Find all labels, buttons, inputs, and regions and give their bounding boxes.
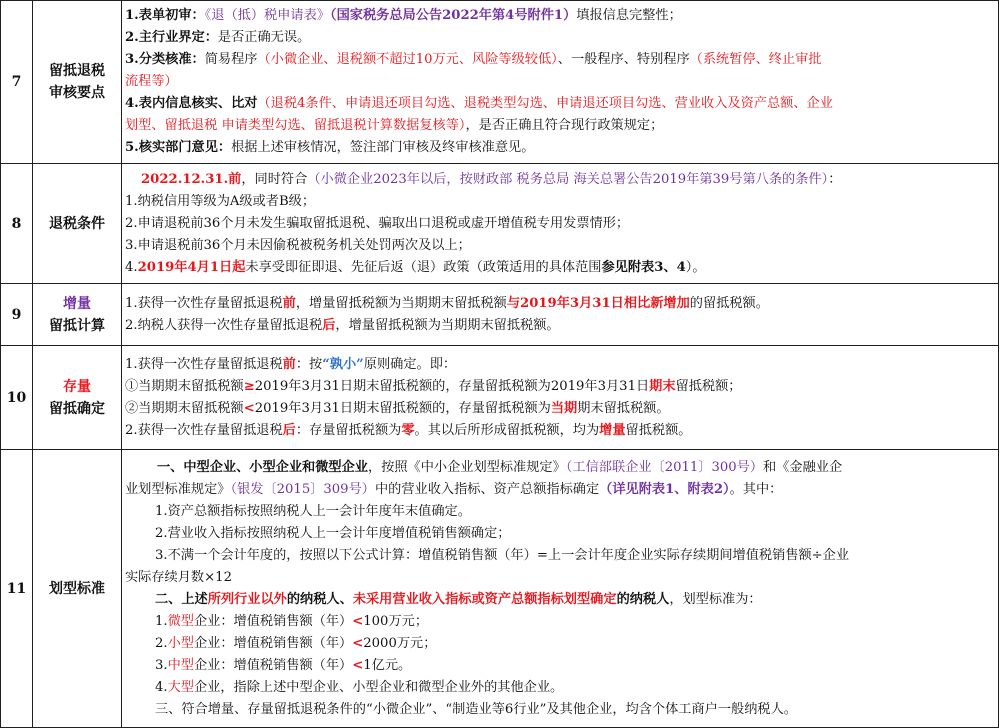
row-content [122,346,999,450]
row-title [33,1,122,164]
content-line: 3.分类核准：简易程序（小微企业、退税额不超过10万元、风险等级较低）、一般程序、特别程序（系统暂停、终止审批 [125,52,822,67]
content-line: 3.中型企业：增值税销售额（年）<1亿元。 [155,657,412,673]
content-line: 2.获得一次性存量留抵退税后：存量留抵税额为零。其以后所形成留抵税额，均为增量留抵税额。 [125,422,692,438]
table-row [1,284,999,346]
row-title-line: 增量 [63,295,91,312]
content-line: 1.表单初审：《退（抵）税申请表》（国家税务总局公告2022年第4号附件1）填报信息完整性； [125,8,682,23]
table-row [1,450,999,728]
table-row [1,1,999,164]
row-content [122,164,999,284]
content-line: 2022.12.31.前，同时符合（小微企业2023年以后，按财政部 税务总局 海关总署公告2019年第39号第八条的条件）： [141,171,842,187]
content-line: 2.小型企业：增值税销售额（年）<2000万元； [155,635,437,651]
row-number: 7 [1,1,33,164]
row-number: 8 [1,164,33,284]
content-line: 业划型标准规定》（银发〔2015〕309号）中的营业收入指标、资产总额指标确定（详见附表1、附表2）。其中： [125,481,783,497]
row-number: 11 [1,450,33,728]
content-line: 5.核实部门意见：根据上述审核情况，签注部门审核及终审核准意见。 [125,140,535,155]
content-line: 1.获得一次性存量留抵退税前：按“孰小”原则确定。即： [125,356,457,372]
row-title-line: 留抵计算 [49,317,105,334]
content-line: 3.不满一个会计年度的，按照以下公式计算：增值税销售额（年）=上一会计年度企业实际存续期间增值税销售额÷企业 [155,547,850,563]
content-line: 1.纳税信用等级为A级或者B级； [125,193,316,209]
row-content [122,1,999,164]
content-line: ②当期期末留抵税额<2019年3月31日期末留抵税额的，存量留抵税额为当期期末留抵税额。 [125,400,670,416]
content-line: 三、符合增量、存量留抵退税条件的“小微企业”、“制造业等6行业”及其他企业，均含个体工商户一般纳税人。 [155,701,797,717]
row-title: 划型标准 [33,450,122,728]
content-line: 流程等） [125,74,178,89]
row-content [122,284,999,346]
content-line: 实际存续月数×12 [125,569,232,585]
content-line: 1.获得一次性存量留抵退税前，增量留抵税额为当期期末留抵税额与2019年3月31日相比新增加的留抵税额。 [125,295,769,311]
content-line: 1.资产总额指标按照纳税人上一会计年度年末值确定。 [155,503,471,519]
row-title [33,284,122,346]
content-line: 4.大型企业，指除上述中型企业、小型企业和微型企业外的其他企业。 [155,679,564,695]
row-number: 9 [1,284,33,346]
row-title-line: 留抵确定 [49,400,105,417]
content-line: 3.申请退税前36个月未因偷税被税务机关处罚两次及以上； [125,237,471,253]
table-row [1,346,999,450]
row-title-line: 留抵退税 [49,63,105,79]
content-line: ①当期期末留抵税额≥2019年3月31日期末留抵税额的，存量留抵税额为2019年3月31日期末留抵税额； [125,378,742,394]
row-content [122,450,999,728]
row-title [33,346,122,450]
row-title-line: 存量 [63,378,91,395]
row-number: 10 [1,346,33,450]
content-line: 2.申请退税前36个月未发生骗取留抵退税、骗取出口退税或虚开增值税专用发票情形； [125,215,630,231]
content-line: 4.2019年4月1日起未享受即征即退、先征后返（退）政策（政策适用的具体范围参见附表3、4）。 [125,259,706,275]
content-line: 一、中型企业、小型企业和微型企业，按照《中小企业划型标准规定》（工信部联企业〔2011〕300号）和《金融业企 [157,459,843,475]
content-line: 二、上述所列行业以外的纳税人、未采用营业收入指标或资产总额指标划型确定的纳税人，划型标准为： [155,591,762,607]
content-line: 2.主行业界定：是否正确无误。 [125,30,311,45]
row-title: 退税条件 [33,164,122,284]
content-line: 划型、留抵退税 申请类型勾选、留抵退税计算数据复核等），是否正确且符合现行政策规定； [125,118,664,133]
content-line: 1.微型企业：增值税销售额（年）<100万元； [155,613,429,629]
row-title-line: 审核要点 [49,85,105,101]
content-line: 2.纳税人获得一次性存量留抵退税后，增量留抵税额为当期期末留抵税额。 [125,317,560,333]
content-line: 4.表内信息核实、比对（退税4条件、申请退还项目勾选、退税类型勾选、申请退还项目勾选、营业收入及资产总额、企业 [125,96,833,111]
content-line: 2.营业收入指标按照纳税人上一会计年度增值税销售额确定； [155,525,511,541]
table-row [1,164,999,284]
